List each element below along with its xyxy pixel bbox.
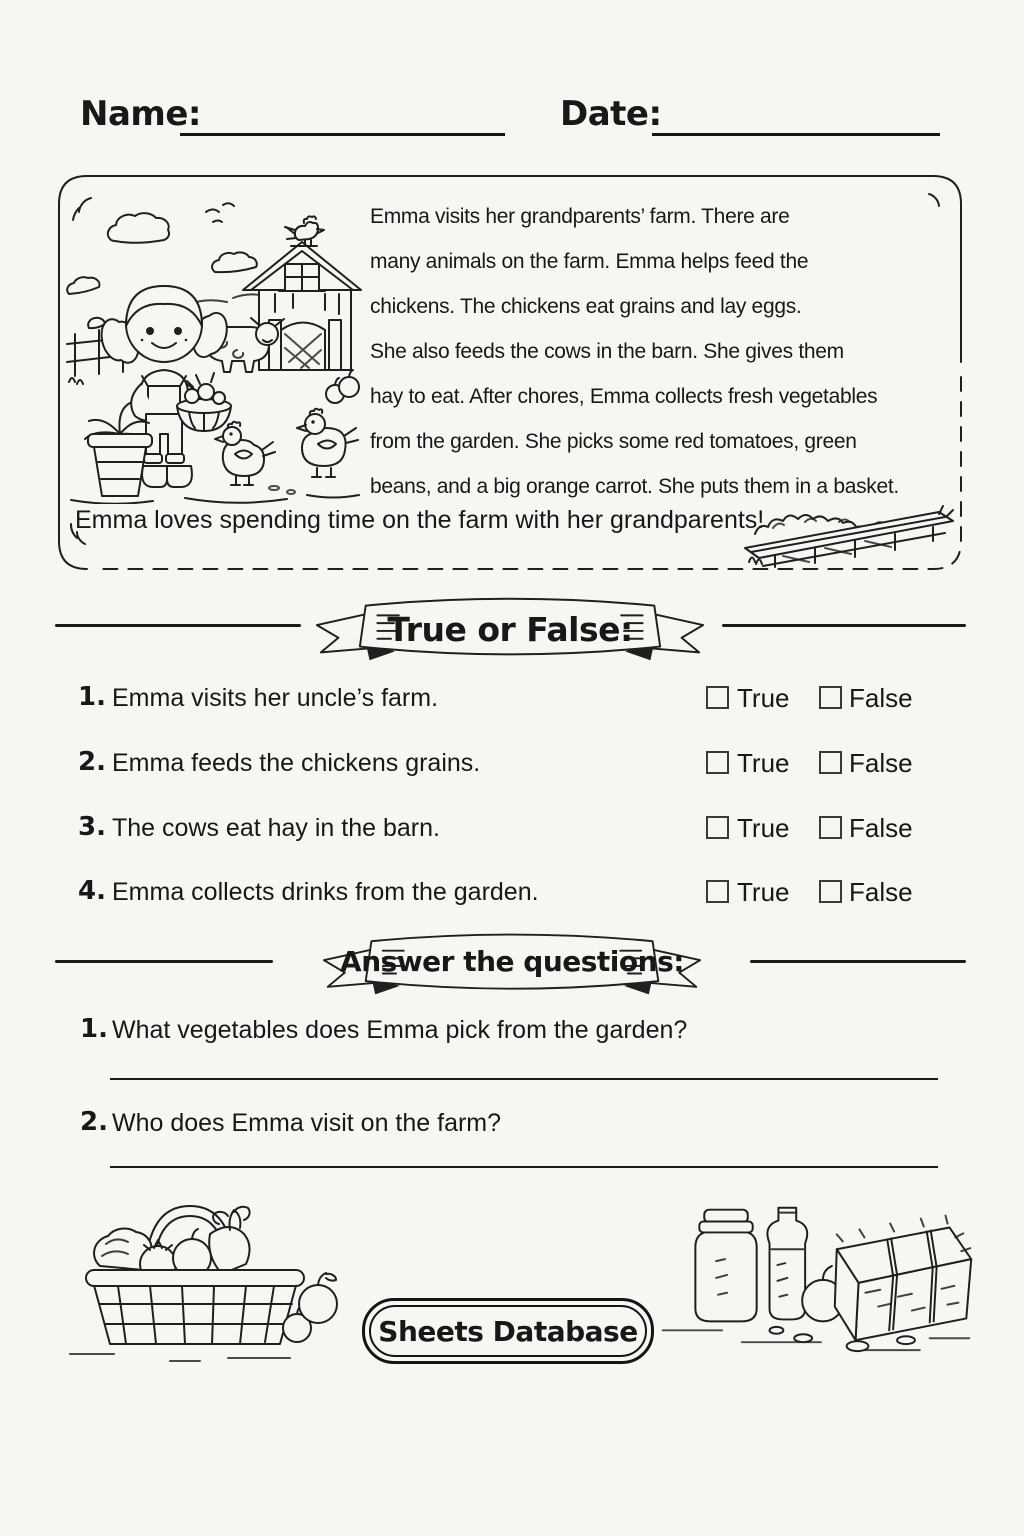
false-checkbox-q3[interactable]	[819, 816, 842, 839]
true-false-banner	[302, 590, 718, 668]
false-option-label: False	[849, 683, 913, 713]
true-checkbox-q3[interactable]	[706, 816, 729, 839]
milk-bottle-icon	[767, 1208, 807, 1320]
apples-icon	[326, 370, 359, 403]
true-false-banner-title: True or False:	[387, 610, 633, 649]
true-checkbox-q4[interactable]	[706, 880, 729, 903]
passage-line: chickens. The chickens eat grains and lay eggs.	[370, 295, 802, 318]
true-checkbox-q2[interactable]	[706, 751, 729, 774]
true-checkbox-q1[interactable]	[706, 686, 729, 709]
hay-bale-jars-illustration	[652, 1182, 980, 1358]
true-option-label: True	[737, 877, 790, 907]
jar-icon	[695, 1210, 756, 1322]
divider-line	[55, 960, 273, 963]
passage-text	[370, 194, 899, 509]
passage-line: from the garden. She picks some red tomatoes, green	[370, 430, 857, 453]
badge-inner-ring	[369, 1305, 647, 1357]
tf-question-row	[0, 741, 1024, 785]
question-number: 2.	[80, 1107, 108, 1137]
question-text: Emma visits her uncle’s farm.	[112, 684, 439, 712]
question-text: The cows eat hay in the barn.	[112, 814, 440, 842]
question-text: What vegetables does Emma pick from the garden?	[112, 1016, 688, 1044]
date-input-line[interactable]	[652, 100, 940, 136]
answer-questions-banner	[283, 926, 741, 1002]
question-number: 2.	[78, 747, 106, 777]
divider-line	[55, 624, 301, 627]
passage-line: beans, and a big orange carrot. She puts them in a basket.	[370, 475, 899, 498]
passage-line: many animals on the farm. Emma helps feed the	[370, 250, 809, 273]
open-question-row	[0, 1101, 1024, 1141]
false-option-label: False	[849, 877, 913, 907]
name-input-line[interactable]	[180, 100, 505, 136]
tf-question-row	[0, 870, 1024, 914]
false-checkbox-q2[interactable]	[819, 751, 842, 774]
question-text: Emma feeds the chickens grains.	[112, 749, 481, 777]
basket-icon	[86, 1206, 304, 1344]
question-text: Who does Emma visit on the farm?	[112, 1109, 502, 1137]
false-checkbox-q4[interactable]	[819, 880, 842, 903]
question-number: 1.	[80, 1014, 108, 1044]
false-option-label: False	[849, 748, 913, 778]
divider-line	[722, 624, 966, 627]
answer-input-line-1[interactable]	[110, 1078, 938, 1080]
passage-box	[55, 172, 965, 572]
shed-fence-illustration	[743, 490, 963, 570]
divider-line	[750, 960, 966, 963]
hay-bale-icon	[835, 1216, 971, 1341]
true-option-label: True	[737, 683, 790, 713]
tf-question-row	[0, 806, 1024, 850]
rooster-icon	[285, 216, 324, 246]
answer-input-line-2[interactable]	[110, 1166, 938, 1168]
passage-line: hay to eat. After chores, Emma collects fresh vegetables	[370, 385, 878, 408]
true-option-label: True	[737, 748, 790, 778]
passage-closing-line: Emma loves spending time on the farm with her grandparents!	[75, 506, 765, 534]
chicken-icon	[215, 422, 275, 485]
answer-questions-banner-title: Answer the questions:	[340, 945, 684, 978]
date-label: Date:	[560, 94, 662, 134]
open-question-row	[0, 1008, 1024, 1048]
badge-label: Sheets Database	[378, 1314, 638, 1348]
question-number: 4.	[78, 876, 106, 906]
question-text: Emma collects drinks from the garden.	[112, 878, 539, 906]
sheets-database-badge	[362, 1298, 654, 1364]
false-option-label: False	[849, 813, 913, 843]
chicken-icon	[297, 409, 358, 477]
passage-line: She also feeds the cows in the barn. She gives them	[370, 340, 844, 363]
tf-question-row	[0, 676, 1024, 720]
question-number: 3.	[78, 812, 106, 842]
question-number: 1.	[78, 682, 106, 712]
name-label: Name:	[80, 94, 201, 134]
passage-line: Emma visits her grandparents’ farm. There are	[370, 205, 790, 228]
vegetable-basket-illustration	[50, 1186, 340, 1366]
cloud-icon	[67, 203, 257, 294]
false-checkbox-q1[interactable]	[819, 686, 842, 709]
farm-scene-illustration	[63, 182, 365, 504]
true-option-label: True	[737, 813, 790, 843]
